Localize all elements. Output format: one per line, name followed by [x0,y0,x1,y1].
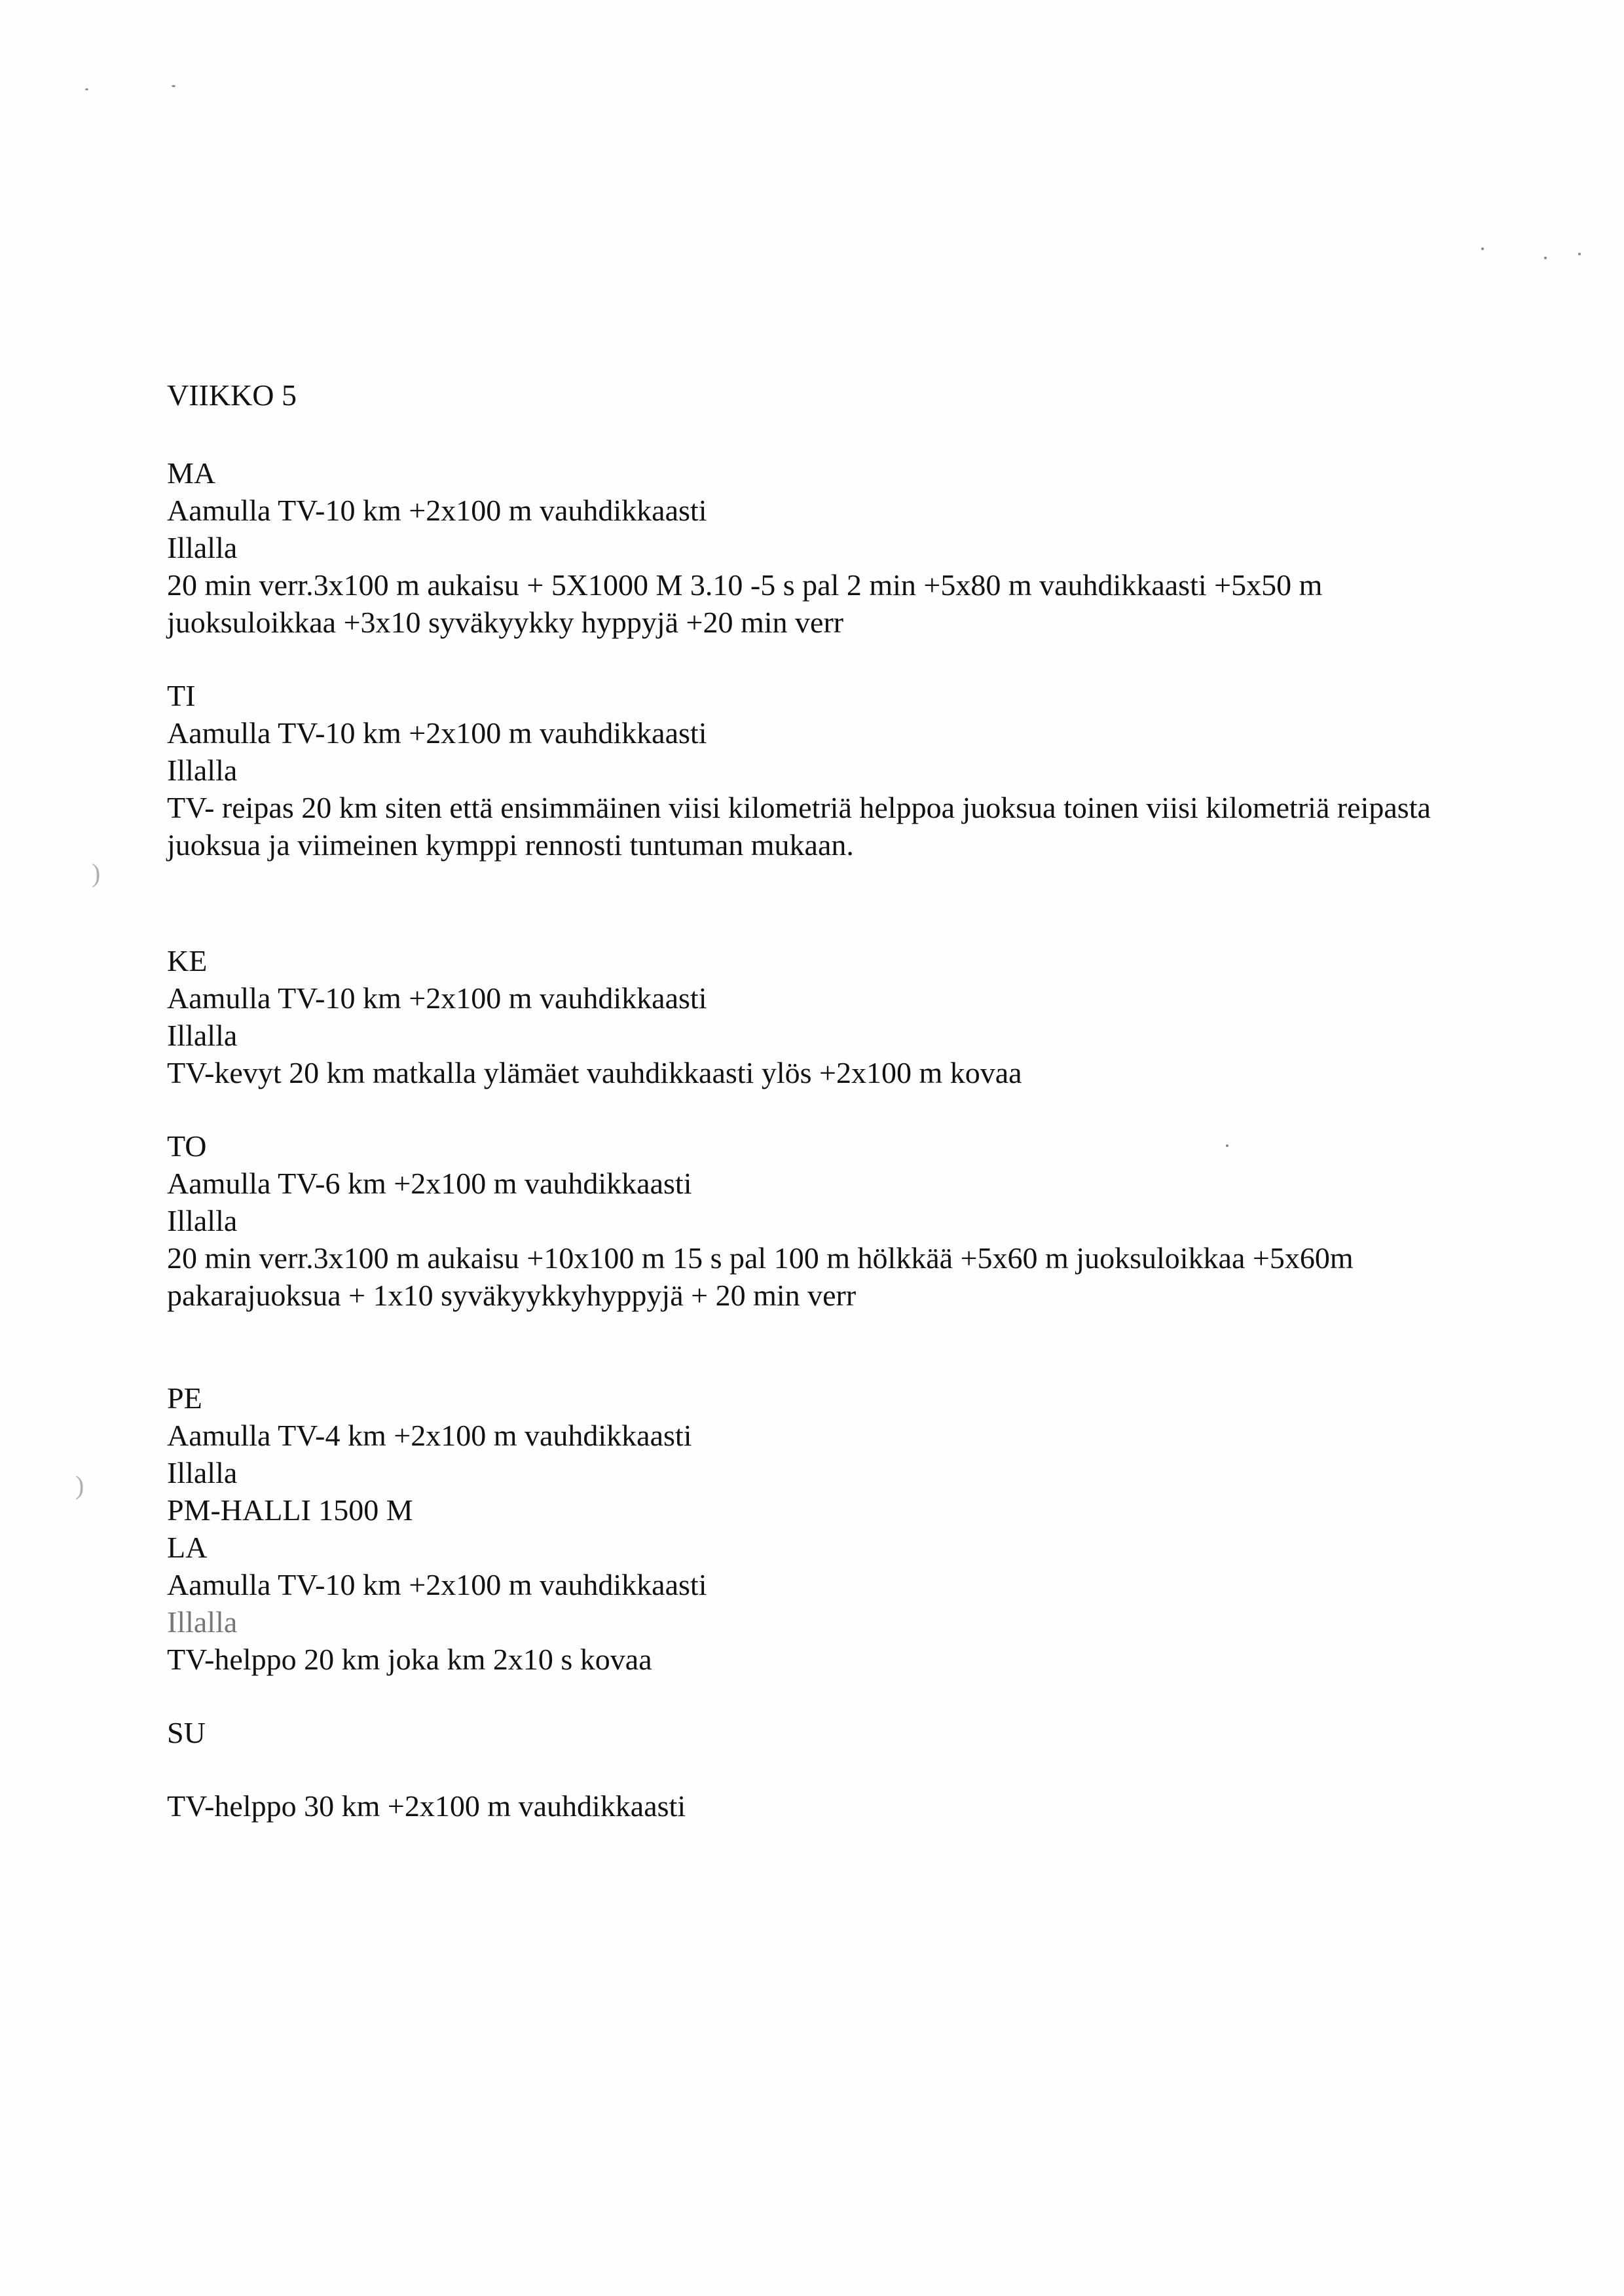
day-label-la: LA [167,1531,208,1564]
morning-session-ti: Aamulla TV-10 km +2x100 m vauhdikkaasti [167,716,707,750]
evening-session-ti: TV- reipas 20 km siten että ensimmäinen viisi kilometriä helppoa juoksua toinen viisi kilometriä reipasta juoksua ja viimeinen kymppi rennosti tuntuman mukaan. [167,791,1431,862]
morning-session-to: Aamulla TV-6 km +2x100 m vauhdikkaasti [167,1167,692,1200]
morning-session-la: Aamulla TV-10 km +2x100 m vauhdikkaasti [167,1568,707,1601]
evening-session-pe: PM-HALLI 1500 M [167,1493,413,1527]
evening-label-ma: Illalla [167,531,238,564]
day-section-to [167,1127,1496,1314]
evening-session-ke: TV-kevyt 20 km matkalla ylämäet vauhdikkaasti ylös +2x100 m kovaa [167,1056,1022,1089]
scan-speck [1578,253,1581,255]
evening-label-ti: Illalla [167,754,238,787]
day-section-ma [167,454,1496,641]
morning-session-ma: Aamulla TV-10 km +2x100 m vauhdikkaasti [167,494,707,527]
day-label-ma: MA [167,456,216,490]
week-title: VIIKKO 5 [167,378,297,412]
day-label-ke: KE [167,944,208,977]
evening-label-to: Illalla [167,1204,238,1237]
scan-speck [1481,247,1484,250]
evening-session-la: TV-helppo 20 km joka km 2x10 s kovaa [167,1643,652,1676]
day-label-to: TO [167,1129,207,1163]
scan-mark: ) [75,1470,84,1500]
scan-speck [85,88,88,90]
day-label-ti: TI [167,679,196,712]
morning-session-pe: Aamulla TV-4 km +2x100 m vauhdikkaasti [167,1419,692,1452]
morning-session-ke: Aamulla TV-10 km +2x100 m vauhdikkaasti [167,981,707,1015]
day-section-su [167,1714,1496,1825]
scan-speck [172,85,175,87]
day-section-la [167,1529,1496,1678]
day-section-pe [167,1379,1496,1529]
evening-label-la: Illalla [167,1605,238,1639]
evening-label-ke: Illalla [167,1019,238,1052]
scan-mark: ) [92,858,101,888]
scan-speck [1544,257,1547,259]
evening-label-pe: Illalla [167,1456,238,1489]
evening-session-ma: 20 min verr.3x100 m aukaisu + 5X1000 M 3.10 -5 s pal 2 min +5x80 m vauhdikkaasti +5x50 m juoksuloikkaa +3x10 syväkyykky hyppyjä +20 min verr [167,568,1323,639]
day-label-su: SU [167,1716,206,1749]
session-su: TV-helppo 30 km +2x100 m vauhdikkaasti [167,1789,686,1823]
day-section-ke [167,942,1496,1091]
evening-session-to: 20 min verr.3x100 m aukaisu +10x100 m 15 s pal 100 m hölkkää +5x60 m juoksuloikkaa +5x60m pakarajuoksua + 1x10 syväkyykkyhyppyjä + 20 min verr [167,1241,1354,1312]
day-section-ti [167,677,1496,864]
document-body [167,376,1496,1825]
day-label-pe: PE [167,1381,202,1415]
